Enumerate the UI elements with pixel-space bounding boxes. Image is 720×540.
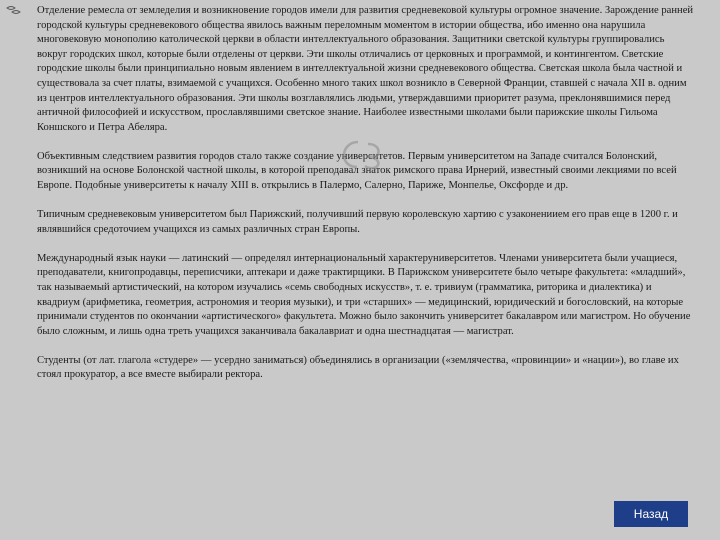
paragraph: Типичным средневековым университетом был Парижский, получивший первую королевскую хартию с узаконениием его прав еще в 1200 г. и являвшийся средоточием учащихся из самых различных стран Европы. xyxy=(37,209,678,235)
document-text xyxy=(37,4,697,398)
bullet-icon xyxy=(6,5,22,17)
watermark-logo-icon xyxy=(340,136,386,172)
paragraph: Отделение ремесла от земледелия и возникновение городов имели для развития средневековой культуры огромное значение. Зарождение ранней городской культуры средневекового общества явилось важным переломным моментом в истории общества, ибо именно она нарушила многовековую монополию католической церкви в области интеллектуального образования. Защитники светской культуры группировались вокруг городских школ, которые были отделены от церкви. Эти школы отличались от церковных и программой, и контингентом. Светские городские школы были принципиально новым явлением в интеллектуальной жизни средневекового общества. Светская школа была частной и существовала за счет платы, взимаемой с учащихся. Особенно много таких школ возникло в Северной Франции, ставшей с начала XII в. одним из центров интеллектуального образования. Эти школы возглавлялись людьми, утверждавшими приоритет разума, преклонявшимися перед античной философией и искусством, прославлявшими светское знание. Наиболее известными школами были парижские школы Гильома Коншского и Петра Абеляра. xyxy=(37,5,694,133)
paragraph: Студенты (от лат. глагола «студере» — усердно заниматься) объединялись в организации («землячества, «провинции» и «нации»), во главе их стоял прокуратор, а все вместе выбирали ректора. xyxy=(37,354,679,381)
back-button[interactable]: Назад xyxy=(614,501,688,527)
paragraph: Международный язык науки — латинский — определял интернациональный характеруниверситетов. Членами университета были учащиеся, преподаватели, книгопродавцы, переписчики, аптекари и даже трактирщики. В Парижском университете было четыре факультета: «младший», так называемый артистический, на котором изучались «семь свободных искусств», т. е. тривиум (грамматика, риторика и диалектика) и квадриум (арифметика, геометрия, астрономия и теория музыки), и три «старших» — медицинский, юридический и богословский, на которые принимали студентов по окончании «артистического» факультета. Можно было закончить университет бакалавром или магистром. Но обучение было сложным, и лишь одна треть учащихся заканчивала бакалавриат и одна шестнадцатая — магистрат. xyxy=(37,252,691,337)
paragraph: Объективным следствием развития городов стало также создание университетов. Первым университетом на Западе считался Болонский, возникший на основе Болонской частной школы, в которой преподавал знаток римского права Ирнерий, известный своими лекциями по всей Европе. Подобные университеты к началу XIII в. открылись в Палермо, Салерно, Париже, Монпелье, Оксфорде и др. xyxy=(37,150,677,192)
